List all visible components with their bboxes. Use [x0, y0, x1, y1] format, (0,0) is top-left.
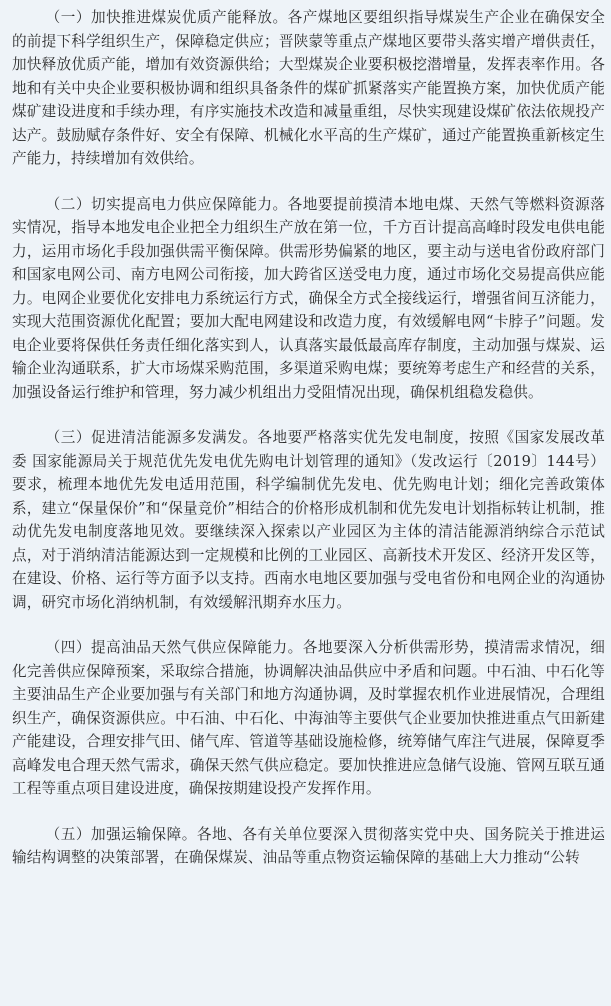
- paragraph-transport: （五）加强运输保障。各地、各有关单位要深入贯彻落实党中央、国务院关于推进运输结构调整的决策部署，在确保煤炭、油品等重点物资运输保障的基础上大力推动“公转: [12, 825, 605, 866]
- paragraph-coal-supply: （一）加快推进煤炭优质产能释放。各产煤地区要组织指导煤炭生产企业在确保安全的前提下科学组织生产，保障稳定供应；晋陕蒙等重点产煤地区要带头落实增产增供责任，加快释放优质产能，增加有效资源供给；大型煤炭企业要积极挖潜增量，发挥表率作用。各地和有关中央企业要积极协调和组织具备条件的煤矿抓紧落实产能置换方案，加快优质产能煤矿建设进度和手续办理，有序实施技术改造和减量重组，尽快实现建设煤矿依法依规投产达产。鼓励赋存条件好、安全有保障、机械化水平高的生产煤矿，通过产能置换重新核定生产能力，持续增加有效供给。: [12, 9, 605, 167]
- paragraph-oil-gas-supply: （四）提高油品天然气供应保障能力。各地要深入分析供需形势，摸清需求情况，细化完善供应保障预案，采取综合措施，协调解决油品供应中矛盾和问题。中石油、中石化等主要油品生产企业要加强与有关部门和地方沟通协调，及时掌握农机作业进展情况，合理组织生产，确保资源供应。中石油、中石化、中海油等主要供气企业要加快推进重点气田新建产能建设，合理安排气田、储气库、管道等基础设施检修，统筹储气库注气进展，保障夏季高峰发电合理天然气需求，确保天然气供应稳定。要加快推进应急储气设施、管网互联互通工程等重点项目建设进度，确保按期建设投产发挥作用。: [12, 639, 605, 797]
- paragraph-power-supply: （二）切实提高电力供应保障能力。各地要提前摸清本地电煤、天然气等燃料资源落实情况，指导本地发电企业把全力组织生产放在第一位，千方百计提高高峰时段发电供电能力，运用市场化手段加强供需平衡保障。供需形势偏紧的地区，要主动与送电省份政府部门和国家电网公司、南方电网公司衔接，加大跨省区送受电力度，通过市场化交易提高供应能力。电网企业要优化安排电力系统运行方式，确保全方式全接线运行，增强省间互济能力，实现大范围资源优化配置；要加大配电网建设和改造力度，有效缓解电网“卡脖子”问题。发电企业要将保供任务责任细化落实到人，认真落实最低最高库存制度，主动加强与煤炭、运输企业沟通联系，扩大市场煤采购范围，多渠道采购电煤；要统筹考虑生产和经营的关系，加强设备运行维护和管理，努力减少机组出力受阻情况出现，确保机组稳发稳供。: [12, 195, 605, 401]
- document-body: [0, 6, 611, 1006]
- paragraph-clean-energy: （三）促进清洁能源多发满发。各地要严格落实优先发电制度，按照《国家发展改革委 国家能源局关于规范优先发电优先购电计划管理的通知》（发改运行〔2019〕144号）要求，梳理本地优先发电适用范围，科学编制优先发电、优先购电计划；细化完善政策体系，建立“保量保价”和“保量竞价”相结合的价格形成机制和优先发电计划指标转让机制，推动优先发电制度落地见效。要继续深入探索以产业园区为主体的清洁能源消纳综合示范试点，对于消纳清洁能源达到一定规模和比例的工业园区、高新技术开发区、经济开发区等，在建设、价格、运行等方面予以支持。西南水电地区要加强与受电省份和电网企业的沟通协调，研究市场化消纳机制，有效缓解汛期弃水压力。: [12, 429, 605, 611]
